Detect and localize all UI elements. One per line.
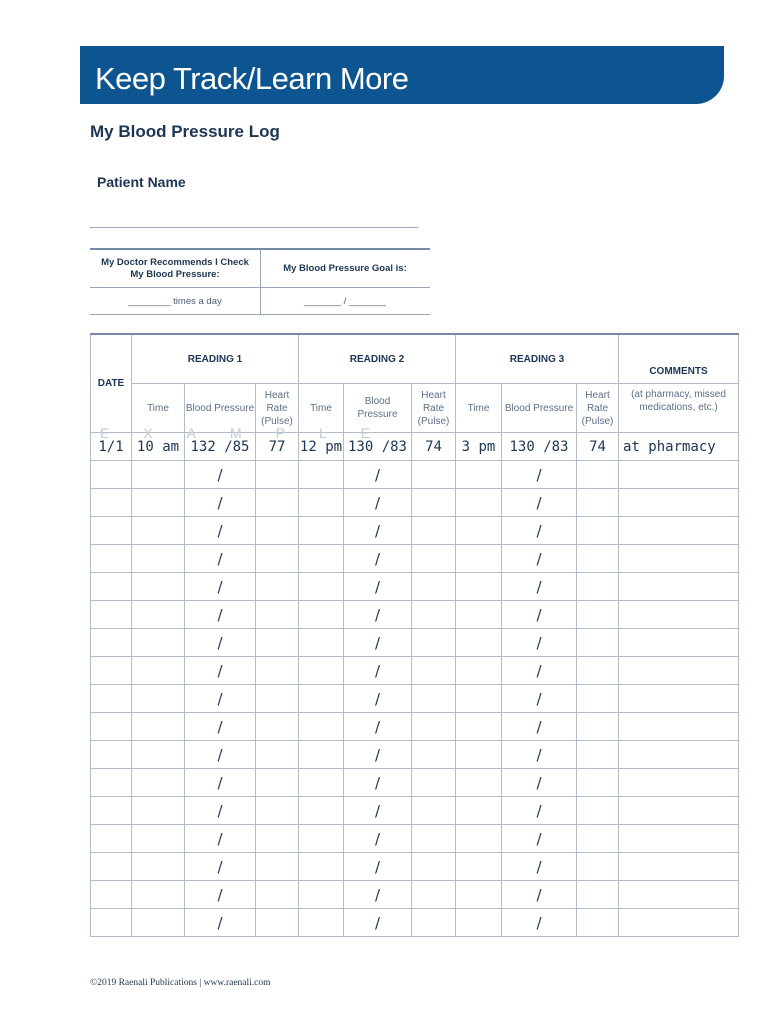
r2-time-cell[interactable] [299, 825, 344, 853]
r3-bp-cell[interactable]: / [502, 545, 577, 573]
r2-time-cell[interactable] [299, 741, 344, 769]
r2-bp-cell[interactable]: / [344, 797, 412, 825]
r1-time-cell[interactable] [132, 825, 185, 853]
r2-time-cell[interactable] [299, 853, 344, 881]
log-row [91, 713, 739, 741]
date-cell[interactable] [91, 601, 132, 629]
reading-3-hr-header: Heart Rate (Pulse) [577, 384, 619, 433]
patient-name-field[interactable] [90, 227, 418, 228]
comment-cell[interactable] [619, 685, 739, 713]
r3-bp-cell[interactable]: / [502, 853, 577, 881]
comment-cell[interactable] [619, 825, 739, 853]
r2-bp-cell[interactable]: / [344, 769, 412, 797]
r3-time-cell[interactable] [456, 657, 502, 685]
r1-time-cell[interactable] [132, 489, 185, 517]
reading-2-hr-header: Heart Rate (Pulse) [412, 384, 456, 433]
r3-hr-cell[interactable] [577, 489, 619, 517]
r3-time-cell[interactable] [456, 489, 502, 517]
comments-subheader: (at pharmacy, missed medications, etc.) [619, 384, 739, 433]
r2-bp-cell[interactable]: / [344, 909, 412, 937]
r2-time-cell[interactable] [299, 685, 344, 713]
r2-hr-cell[interactable] [412, 573, 456, 601]
bp-goal-blank-systolic: _______ [304, 295, 342, 307]
r1-hr-cell[interactable] [256, 545, 299, 573]
r3-time-cell[interactable] [456, 825, 502, 853]
r3-bp-cell[interactable]: / [502, 461, 577, 489]
example-comment: at pharmacy [619, 433, 739, 461]
banner-title: Keep Track/Learn More [95, 61, 409, 96]
r1-hr-cell[interactable] [256, 713, 299, 741]
comments-header: COMMENTS [619, 334, 739, 384]
r1-time-cell[interactable] [132, 629, 185, 657]
r1-bp-cell[interactable]: / [185, 825, 256, 853]
r3-hr-cell[interactable] [577, 797, 619, 825]
r2-time-cell[interactable] [299, 657, 344, 685]
r1-time-cell[interactable] [132, 797, 185, 825]
example-r3-hr: 74 [577, 433, 619, 461]
comment-cell[interactable] [619, 741, 739, 769]
r2-hr-cell[interactable] [412, 461, 456, 489]
r2-time-cell[interactable] [299, 909, 344, 937]
r1-time-cell[interactable] [132, 685, 185, 713]
r3-bp-cell[interactable]: / [502, 573, 577, 601]
r1-hr-cell[interactable] [256, 741, 299, 769]
r3-hr-cell[interactable] [577, 685, 619, 713]
example-r3-time: 3 pm [456, 433, 502, 461]
r2-bp-cell[interactable]: / [344, 517, 412, 545]
example-r1-time: 10 am [132, 433, 185, 461]
r2-bp-cell[interactable]: / [344, 545, 412, 573]
log-row [91, 853, 739, 881]
comment-cell[interactable] [619, 769, 739, 797]
r1-time-cell[interactable] [132, 713, 185, 741]
log-row [91, 601, 739, 629]
doctor-recommends-label: My Doctor Recommends I Check My Blood Pressure: [101, 256, 249, 280]
r3-hr-cell[interactable] [577, 713, 619, 741]
log-row [91, 797, 739, 825]
reading-1-time-header: Time [132, 384, 185, 433]
r1-bp-cell[interactable]: / [185, 489, 256, 517]
r2-time-cell[interactable] [299, 573, 344, 601]
example-r1-hr: 77 [256, 433, 299, 461]
r1-time-cell[interactable] [132, 769, 185, 797]
r3-bp-cell[interactable]: / [502, 629, 577, 657]
example-date: 1/1 [91, 433, 132, 461]
r2-bp-cell[interactable]: / [344, 629, 412, 657]
r3-time-cell[interactable] [456, 545, 502, 573]
r1-bp-cell[interactable]: / [185, 545, 256, 573]
r2-hr-cell[interactable] [412, 825, 456, 853]
r2-bp-cell[interactable]: / [344, 601, 412, 629]
example-r3-bp: 130 /83 [502, 433, 577, 461]
reading-3-time-header: Time [456, 384, 502, 433]
recommendation-box [90, 248, 430, 315]
r3-time-cell[interactable] [456, 517, 502, 545]
r3-hr-cell[interactable] [577, 517, 619, 545]
r3-hr-cell[interactable] [577, 629, 619, 657]
r3-time-cell[interactable] [456, 741, 502, 769]
date-cell[interactable] [91, 853, 132, 881]
log-row [91, 741, 739, 769]
reading-3-header: READING 3 [456, 334, 619, 384]
log-row [91, 573, 739, 601]
log-row [91, 461, 739, 489]
times-a-day-blank: ________ [128, 295, 171, 307]
r1-bp-cell[interactable]: / [185, 769, 256, 797]
comment-cell[interactable] [619, 657, 739, 685]
date-cell[interactable] [91, 489, 132, 517]
date-cell[interactable] [91, 769, 132, 797]
r2-bp-cell[interactable]: / [344, 573, 412, 601]
r2-time-cell[interactable] [299, 545, 344, 573]
comment-cell[interactable] [619, 489, 739, 517]
r1-bp-cell[interactable]: / [185, 517, 256, 545]
r2-time-cell[interactable] [299, 629, 344, 657]
blood-pressure-log-table [90, 333, 739, 937]
r2-hr-cell[interactable] [412, 685, 456, 713]
r1-hr-cell[interactable] [256, 461, 299, 489]
r1-hr-cell[interactable] [256, 629, 299, 657]
comment-cell[interactable] [619, 797, 739, 825]
r2-time-cell[interactable] [299, 489, 344, 517]
r1-time-cell[interactable] [132, 657, 185, 685]
reading-2-time-header: Time [299, 384, 344, 433]
r1-bp-cell[interactable]: / [185, 461, 256, 489]
r2-hr-cell[interactable] [412, 741, 456, 769]
r1-hr-cell[interactable] [256, 825, 299, 853]
example-row [91, 433, 739, 461]
r1-time-cell[interactable] [132, 573, 185, 601]
date-cell[interactable] [91, 517, 132, 545]
r2-time-cell[interactable] [299, 461, 344, 489]
r3-bp-cell[interactable]: / [502, 741, 577, 769]
example-r1-bp: 132 /85 [185, 433, 256, 461]
log-row [91, 909, 739, 937]
r1-time-cell[interactable] [132, 461, 185, 489]
r3-time-cell[interactable] [456, 881, 502, 909]
comment-cell[interactable] [619, 881, 739, 909]
r1-bp-cell[interactable]: / [185, 797, 256, 825]
reading-1-bp-header: Blood Pressure [185, 384, 256, 433]
reading-2-header: READING 2 [299, 334, 456, 384]
r3-hr-cell[interactable] [577, 601, 619, 629]
r3-hr-cell[interactable] [577, 881, 619, 909]
date-cell[interactable] [91, 881, 132, 909]
r3-bp-cell[interactable]: / [502, 685, 577, 713]
r3-time-cell[interactable] [456, 573, 502, 601]
date-cell[interactable] [91, 657, 132, 685]
bp-goal-blank-diastolic: _______ [348, 295, 386, 307]
r3-bp-cell[interactable]: / [502, 825, 577, 853]
r2-time-cell[interactable] [299, 881, 344, 909]
r3-time-cell[interactable] [456, 853, 502, 881]
r2-bp-cell[interactable]: / [344, 741, 412, 769]
r3-time-cell[interactable] [456, 629, 502, 657]
r3-bp-cell[interactable]: / [502, 909, 577, 937]
log-row [91, 545, 739, 573]
r1-bp-cell[interactable]: / [185, 909, 256, 937]
example-r2-time: 12 pm [299, 433, 344, 461]
patient-name-label: Patient Name [97, 174, 186, 190]
r2-bp-cell[interactable]: / [344, 657, 412, 685]
r3-bp-cell[interactable]: / [502, 517, 577, 545]
r2-hr-cell[interactable] [412, 713, 456, 741]
r2-hr-cell[interactable] [412, 881, 456, 909]
r1-hr-cell[interactable] [256, 489, 299, 517]
r3-bp-cell[interactable]: / [502, 769, 577, 797]
r2-time-cell[interactable] [299, 517, 344, 545]
r1-bp-cell[interactable]: / [185, 601, 256, 629]
r1-bp-cell[interactable]: / [185, 741, 256, 769]
log-row [91, 769, 739, 797]
r1-hr-cell[interactable] [256, 573, 299, 601]
date-cell[interactable] [91, 713, 132, 741]
example-r2-bp: 130 /83 [344, 433, 412, 461]
log-title: My Blood Pressure Log [90, 122, 280, 141]
r1-bp-cell[interactable]: / [185, 853, 256, 881]
r2-bp-cell[interactable]: / [344, 685, 412, 713]
r2-bp-cell[interactable]: / [344, 881, 412, 909]
times-a-day-field[interactable] [90, 288, 260, 314]
r1-hr-cell[interactable] [256, 853, 299, 881]
r2-time-cell[interactable] [299, 797, 344, 825]
r2-hr-cell[interactable] [412, 489, 456, 517]
r1-hr-cell[interactable] [256, 797, 299, 825]
date-cell[interactable] [91, 545, 132, 573]
r1-bp-cell[interactable]: / [185, 713, 256, 741]
reading-2-bp-header: Blood Pressure [344, 384, 412, 433]
r2-time-cell[interactable] [299, 769, 344, 797]
r3-hr-cell[interactable] [577, 461, 619, 489]
r3-bp-cell[interactable]: / [502, 601, 577, 629]
bp-goal-label: My Blood Pressure Goal is: [283, 262, 407, 274]
date-cell[interactable] [91, 825, 132, 853]
r3-time-cell[interactable] [456, 713, 502, 741]
r1-time-cell[interactable] [132, 881, 185, 909]
r1-bp-cell[interactable]: / [185, 881, 256, 909]
r2-hr-cell[interactable] [412, 545, 456, 573]
comment-cell[interactable] [619, 853, 739, 881]
footer-copyright: ©2019 Raenali Publications | www.raenali.com [90, 978, 271, 988]
bp-goal-separator: / [343, 295, 347, 307]
r1-hr-cell[interactable] [256, 769, 299, 797]
r1-time-cell[interactable] [132, 601, 185, 629]
comment-cell[interactable] [619, 573, 739, 601]
r1-hr-cell[interactable] [256, 685, 299, 713]
times-a-day-suffix: times a day [173, 295, 222, 307]
log-row [91, 685, 739, 713]
example-watermark: EXAMPLE [100, 425, 405, 441]
r2-hr-cell[interactable] [412, 657, 456, 685]
r3-hr-cell[interactable] [577, 657, 619, 685]
log-row [91, 881, 739, 909]
r3-bp-cell[interactable]: / [502, 797, 577, 825]
r3-time-cell[interactable] [456, 461, 502, 489]
r3-time-cell[interactable] [456, 797, 502, 825]
r3-bp-cell[interactable]: / [502, 713, 577, 741]
comment-cell[interactable] [619, 601, 739, 629]
r3-time-cell[interactable] [456, 685, 502, 713]
r1-time-cell[interactable] [132, 853, 185, 881]
r2-hr-cell[interactable] [412, 909, 456, 937]
log-row [91, 629, 739, 657]
comment-cell[interactable] [619, 545, 739, 573]
r3-hr-cell[interactable] [577, 853, 619, 881]
r1-hr-cell[interactable] [256, 909, 299, 937]
r3-hr-cell[interactable] [577, 769, 619, 797]
r2-hr-cell[interactable] [412, 853, 456, 881]
r1-time-cell[interactable] [132, 517, 185, 545]
r2-hr-cell[interactable] [412, 629, 456, 657]
log-row [91, 657, 739, 685]
reading-1-hr-header: Heart Rate (Pulse) [256, 384, 299, 433]
reading-3-bp-header: Blood Pressure [502, 384, 577, 433]
r2-bp-cell[interactable]: / [344, 461, 412, 489]
r3-bp-cell[interactable]: / [502, 657, 577, 685]
r3-hr-cell[interactable] [577, 573, 619, 601]
log-row [91, 825, 739, 853]
r1-bp-cell[interactable]: / [185, 629, 256, 657]
date-header: DATE [91, 334, 132, 433]
log-row [91, 489, 739, 517]
comment-cell[interactable] [619, 713, 739, 741]
date-cell[interactable] [91, 797, 132, 825]
r3-time-cell[interactable] [456, 601, 502, 629]
r3-hr-cell[interactable] [577, 825, 619, 853]
comment-cell[interactable] [619, 909, 739, 937]
r1-time-cell[interactable] [132, 909, 185, 937]
r2-bp-cell[interactable]: / [344, 825, 412, 853]
date-cell[interactable] [91, 741, 132, 769]
r1-hr-cell[interactable] [256, 517, 299, 545]
r2-time-cell[interactable] [299, 601, 344, 629]
r3-bp-cell[interactable]: / [502, 881, 577, 909]
r2-hr-cell[interactable] [412, 797, 456, 825]
r3-hr-cell[interactable] [577, 741, 619, 769]
r1-bp-cell[interactable]: / [185, 685, 256, 713]
example-r2-hr: 74 [412, 433, 456, 461]
bp-goal-field[interactable] [260, 288, 430, 314]
date-cell[interactable] [91, 685, 132, 713]
r1-time-cell[interactable] [132, 545, 185, 573]
r1-bp-cell[interactable]: / [185, 657, 256, 685]
date-cell[interactable] [91, 629, 132, 657]
r2-time-cell[interactable] [299, 713, 344, 741]
r2-hr-cell[interactable] [412, 769, 456, 797]
r3-hr-cell[interactable] [577, 545, 619, 573]
r2-hr-cell[interactable] [412, 517, 456, 545]
header-banner [80, 46, 724, 104]
r3-time-cell[interactable] [456, 769, 502, 797]
r3-time-cell[interactable] [456, 909, 502, 937]
r2-bp-cell[interactable]: / [344, 713, 412, 741]
r2-bp-cell[interactable]: / [344, 853, 412, 881]
reading-1-header: READING 1 [132, 334, 299, 384]
r1-time-cell[interactable] [132, 741, 185, 769]
r2-bp-cell[interactable]: / [344, 489, 412, 517]
r3-hr-cell[interactable] [577, 909, 619, 937]
comment-cell[interactable] [619, 517, 739, 545]
r1-bp-cell[interactable]: / [185, 573, 256, 601]
r3-bp-cell[interactable]: / [502, 489, 577, 517]
r1-hr-cell[interactable] [256, 881, 299, 909]
comment-cell[interactable] [619, 629, 739, 657]
date-cell[interactable] [91, 909, 132, 937]
r1-hr-cell[interactable] [256, 657, 299, 685]
r1-hr-cell[interactable] [256, 601, 299, 629]
comment-cell[interactable] [619, 461, 739, 489]
date-cell[interactable] [91, 573, 132, 601]
log-row [91, 517, 739, 545]
date-cell[interactable] [91, 461, 132, 489]
r2-hr-cell[interactable] [412, 601, 456, 629]
